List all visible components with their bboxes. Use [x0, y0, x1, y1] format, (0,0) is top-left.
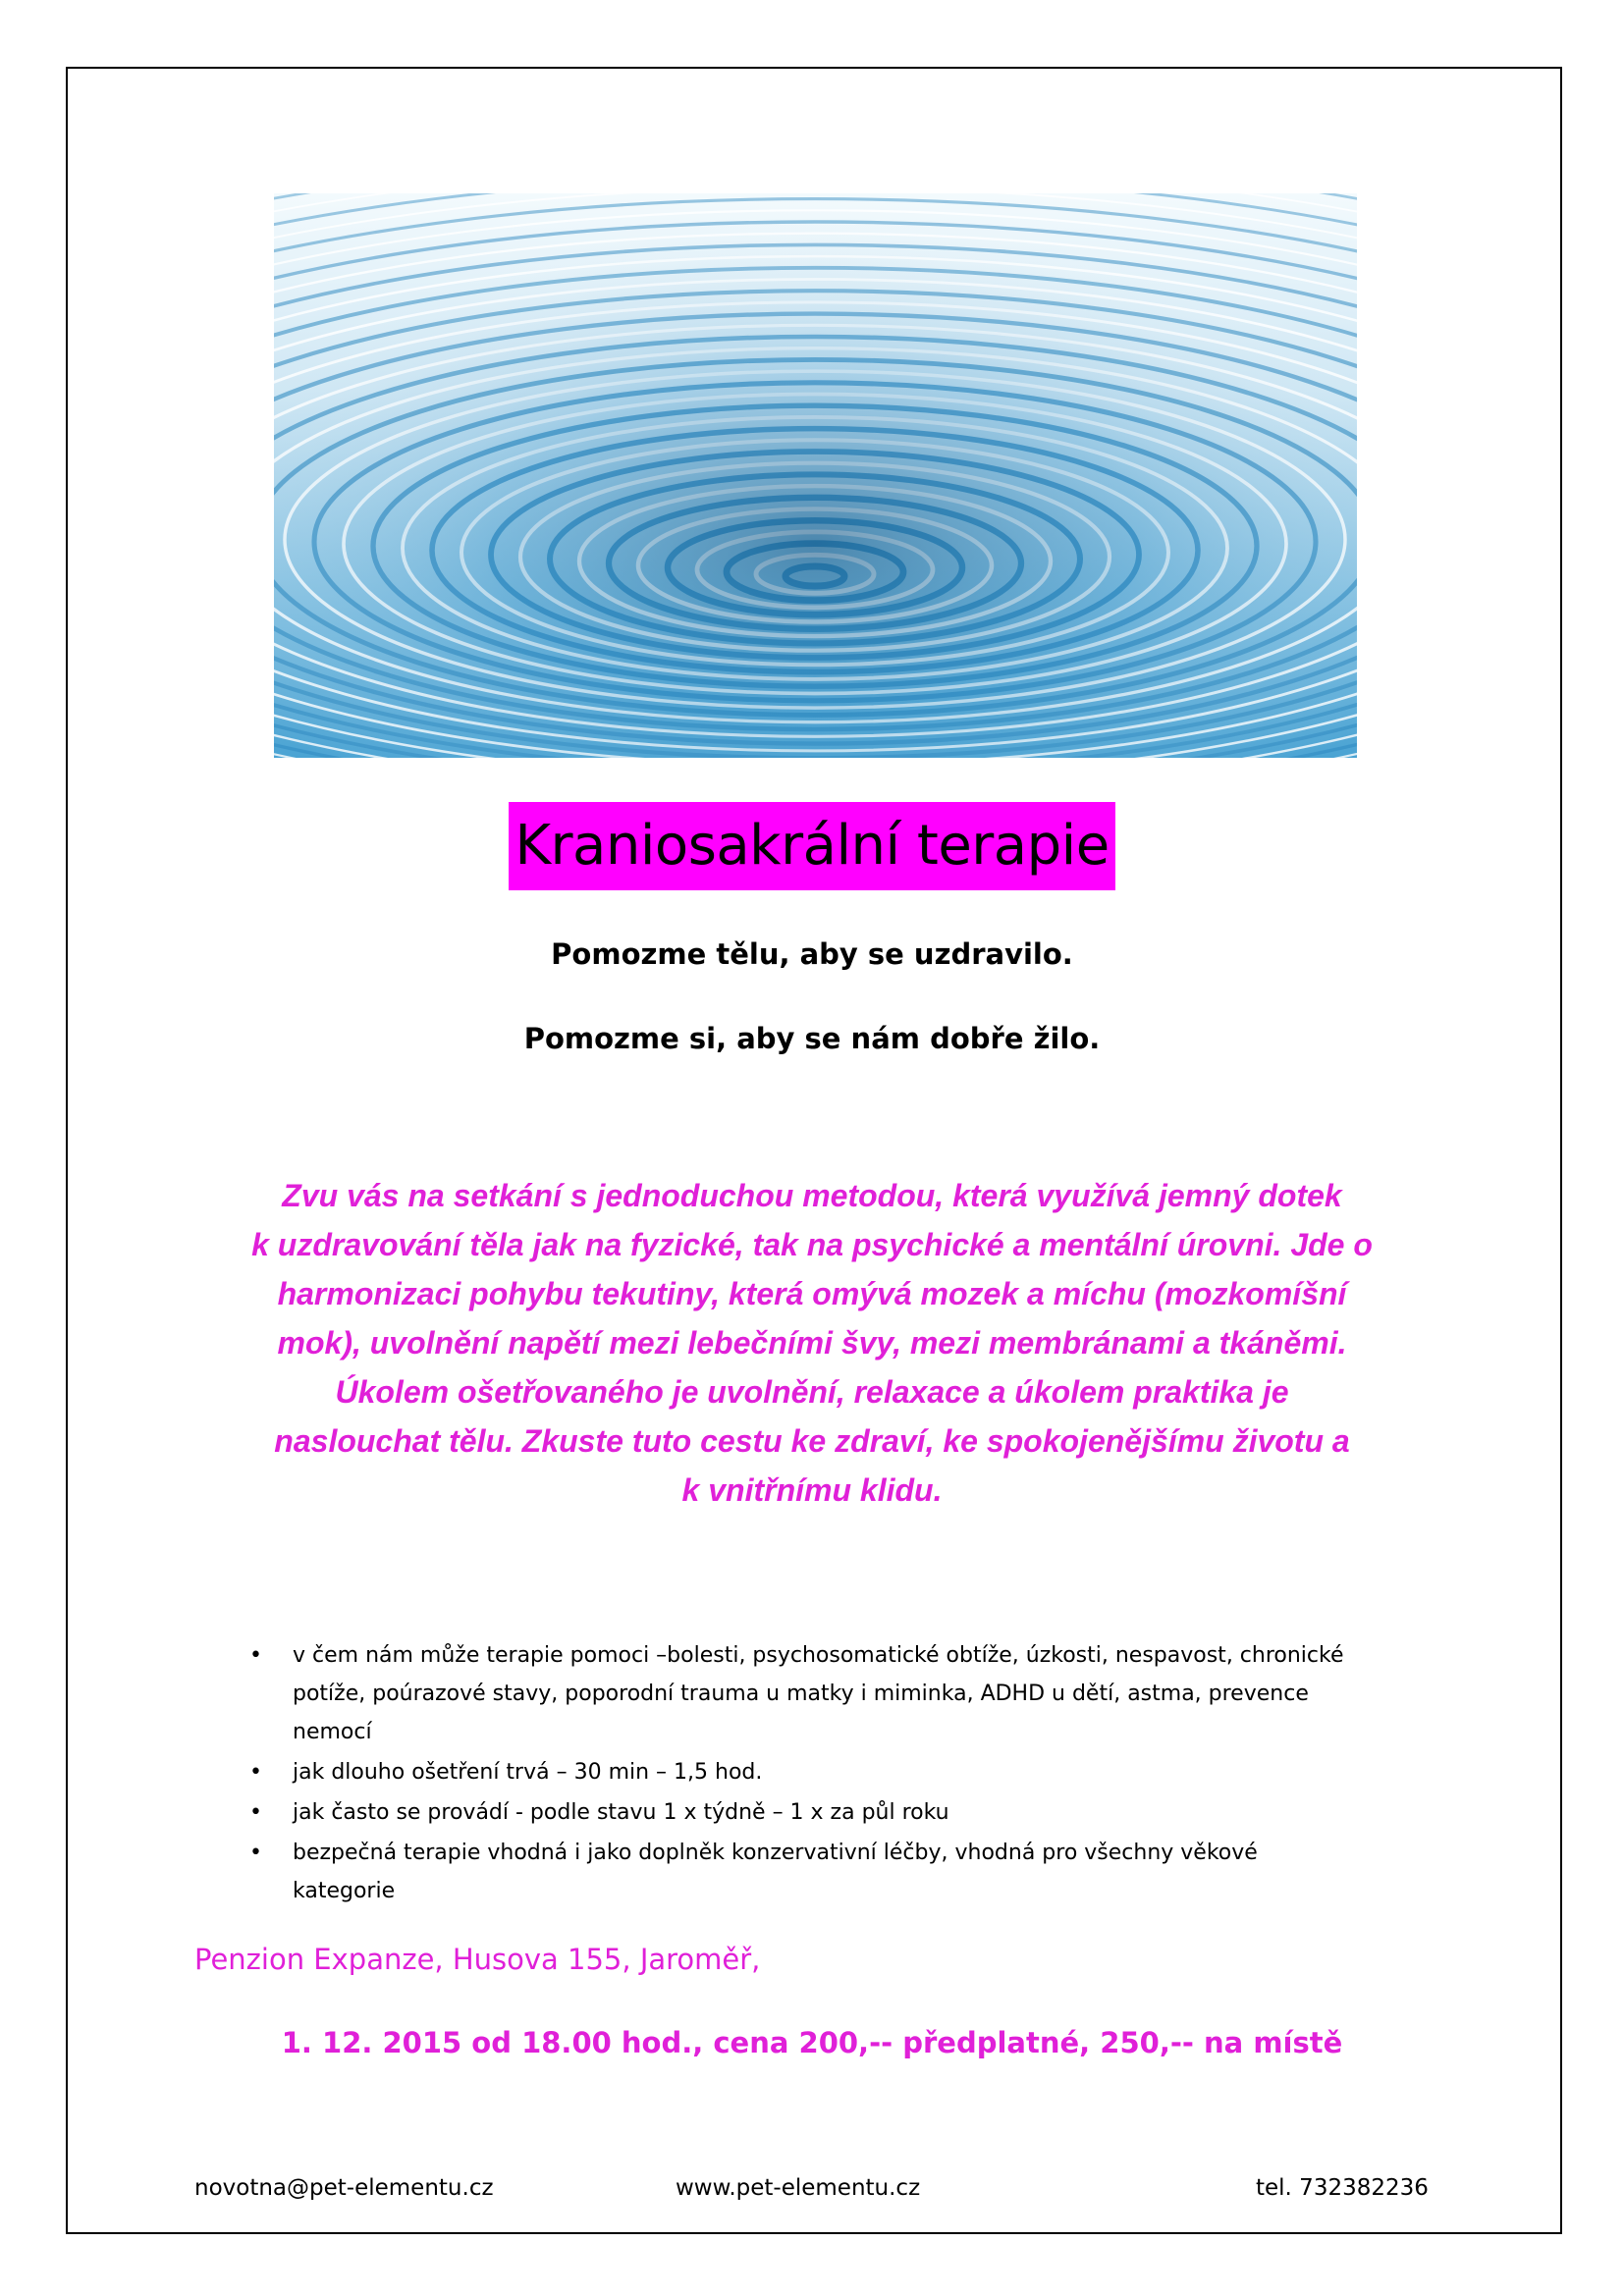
footer-website[interactable]: www.pet-elementu.cz: [676, 2175, 921, 2201]
intro-line: mok), uvolnění napětí mezi lebečními švy, mezi membránami a tkáněmi.: [277, 1325, 1347, 1361]
date-and-price: 1. 12. 2015 od 18.00 hod., cena 200,-- předplatné, 250,-- na místě: [281, 2026, 1343, 2059]
subtitle-2: Pomozme si, aby se nám dobře žilo.: [523, 1022, 1101, 1055]
list-item-line: nemocí: [293, 1720, 372, 1744]
list-item: [242, 1834, 1439, 1910]
venue-address: Penzion Expanze, Husova 155, Jaroměř,: [194, 1943, 761, 1976]
bullet-icon: •: [249, 1800, 262, 1825]
list-item: [242, 1636, 1439, 1751]
list-item: [242, 1793, 1439, 1832]
list-item-line: jak často se provádí - podle stavu 1 x týdně – 1 x za půl roku: [293, 1800, 949, 1825]
bullet-icon: •: [249, 1643, 262, 1668]
intro-line: k uzdravování těla jak na fyzické, tak na psychické a mentální úrovni. Jde o: [251, 1227, 1373, 1262]
intro-line: k vnitřnímu klidu.: [681, 1472, 943, 1508]
footer-email[interactable]: novotna@pet-elementu.cz: [194, 2175, 494, 2201]
list-item-line: jak dlouho ošetření trvá – 30 min – 1,5 hod.: [293, 1760, 763, 1785]
list-item-line: potíže, poúrazové stavy, poporodní trauma u matky i miminka, ADHD u dětí, astma, prevence: [293, 1682, 1309, 1706]
subtitle-1: Pomozme tělu, aby se uzdravilo.: [551, 937, 1073, 971]
intro-line: Úkolem ošetřovaného je uvolnění, relaxace a úkolem praktika je: [335, 1374, 1289, 1410]
list-item-line: kategorie: [293, 1879, 396, 1903]
intro-line: harmonizaci pohybu tekutiny, která omývá mozek a míchu (mozkomíšní: [277, 1276, 1347, 1311]
list-item-line: bezpečná terapie vhodná i jako doplněk konzervativní léčby, vhodná pro všechny věkové: [293, 1841, 1258, 1865]
page-title: Kraniosakrální terapie: [509, 802, 1114, 890]
intro-line: naslouchat tělu. Zkuste tuto cestu ke zdraví, ke spokojenějšímu životu a: [274, 1423, 1350, 1459]
list-item-line: v čem nám může terapie pomoci –bolesti, psychosomatické obtíže, úzkosti, nespavost, chronické: [293, 1643, 1344, 1668]
benefits-list: [242, 1636, 1439, 1912]
intro-paragraph: [177, 1171, 1447, 1515]
water-ripples-image: [274, 193, 1357, 758]
list-item: [242, 1753, 1439, 1791]
footer-phone: tel. 732382236: [1256, 2175, 1429, 2201]
bullet-icon: •: [249, 1841, 262, 1865]
intro-line: Zvu vás na setkání s jednoduchou metodou, která využívá jemný dotek: [282, 1178, 1342, 1213]
bullet-icon: •: [249, 1760, 262, 1785]
